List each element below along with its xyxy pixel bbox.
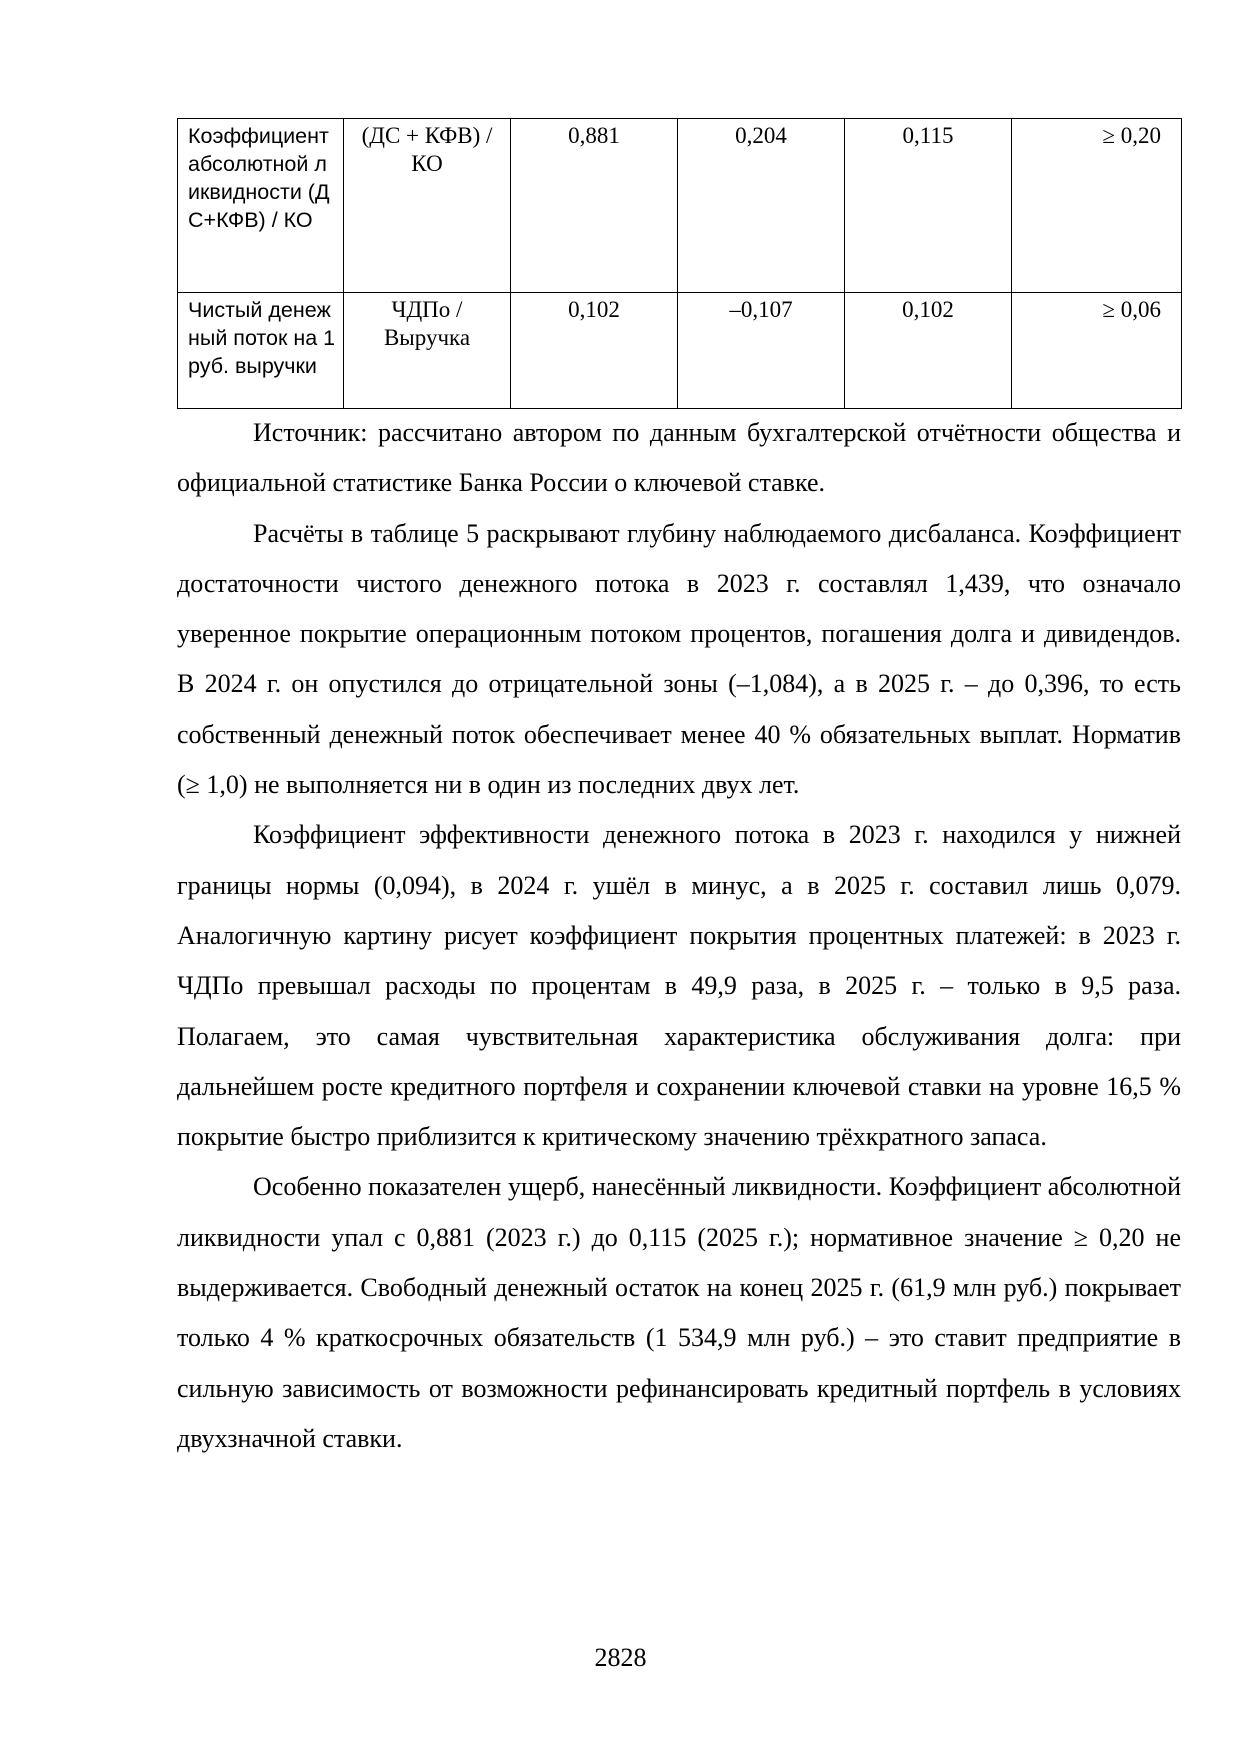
- indicator-name-cell: Чистый денежный поток на 1 руб. выручки: [178, 293, 344, 409]
- indicator-name-cell: Коэффициент абсолютной ликвидности (ДС+КФВ) / КО: [178, 119, 344, 293]
- formula-cell: ЧДПо / Выручка: [344, 293, 511, 409]
- value-2023-cell: 0,102: [511, 293, 678, 409]
- value-2023-cell: 0,881: [511, 119, 678, 293]
- paragraph: Расчёты в таблице 5 раскрывают глубину наблюдаемого дисбаланса. Коэффициент достаточности чистого денежного потока в 2023 г. составлял 1,439, что означало уверенное покрытие операционным потоком процентов, погашения долга и дивидендов. В 2024 г. он опустился до отрицательной зоны (–1,084), а в 2025 г. – до 0,396, то есть собственный денежный поток обеспечивает менее 40 % обязательных выплат. Норматив (≥ 1,0) не выполняется ни в один из последних двух лет.: [177, 518, 1181, 800]
- body-text: [177, 408, 1181, 1464]
- value-2024-cell: –0,107: [678, 293, 845, 409]
- value-2025-cell: 0,102: [845, 293, 1012, 409]
- paragraph: Особенно показателен ущерб, нанесённый ликвидности. Коэффициент абсолютной ликвидности упал с 0,881 (2023 г.) до 0,115 (2025 г.); нормативное значение ≥ 0,20 не выдерживается. Свободный денежный остаток на конец 2025 г. (61,9 млн руб.) покрывает только 4 % краткосрочных обязательств (1 534,9 млн руб.) – это ставит предприятие в сильную зависимость от возможности рефинансировать кредитный портфель в условиях двухзначной ставки.: [177, 1172, 1181, 1453]
- formula-cell: (ДС + КФВ) / КО: [344, 119, 511, 293]
- source-note: Источник: рассчитано автором по данным бухгалтерской отчётности общества и официальной статистике Банка России о ключевой ставке.: [177, 418, 1181, 498]
- value-2024-cell: 0,204: [678, 119, 845, 293]
- page-number: 2828: [594, 1643, 647, 1672]
- norm-cell: ≥ 0,20: [1012, 119, 1182, 293]
- paragraph: Коэффициент эффективности денежного потока в 2023 г. находился у нижней границы нормы (0,094), в 2024 г. ушёл в минус, а в 2025 г. составил лишь 0,079. Аналогичную картину рисует коэффициент покрытия процентных платежей: в 2023 г. ЧДПо превышал расходы по процентам в 49,9 раза, в 2025 г. – только в 9,5 раза. Полагаем, это самая чувствительная характеристика обслуживания долга: при дальнейшем росте кредитного портфеля и сохранении ключевой ставки на уровне 16,5 % покрытие быстро приблизится к критическому значению трёхкратного запаса.: [177, 820, 1181, 1152]
- value-2025-cell: 0,115: [845, 119, 1012, 293]
- norm-cell: ≥ 0,06: [1012, 293, 1182, 409]
- ratios-table: [177, 118, 1182, 409]
- table-row: [178, 119, 1182, 293]
- table-row: [178, 293, 1182, 409]
